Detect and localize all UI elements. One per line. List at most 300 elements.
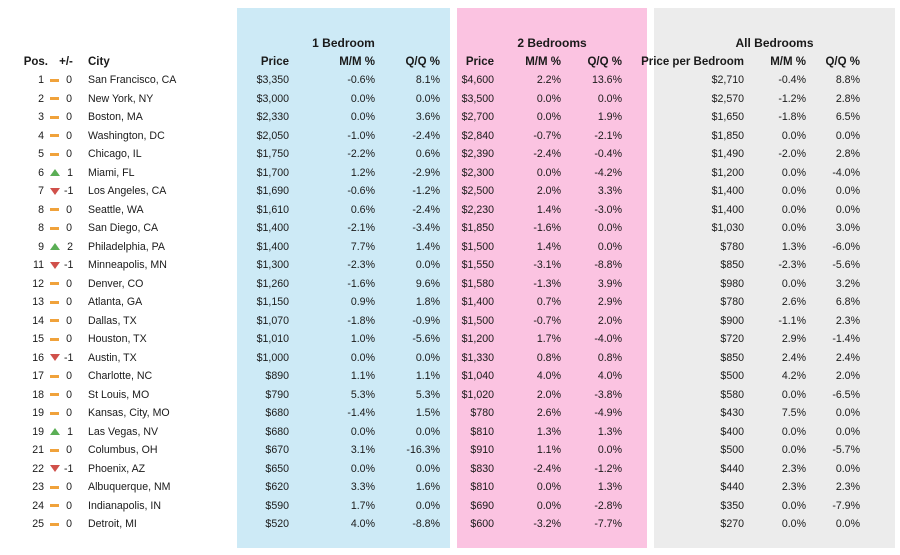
mm-2br-cell: 0.0%: [536, 499, 561, 512]
price-2br-cell: $3,500: [461, 92, 494, 105]
qq-all-cell: 0.0%: [835, 129, 860, 142]
rank-cell: 12: [32, 277, 44, 290]
qq-all-cell: 8.8%: [835, 74, 860, 87]
change-value: -1: [64, 351, 74, 364]
change-value: 0: [66, 129, 72, 142]
qq-all-cell: -6.0%: [832, 240, 860, 253]
rank-cell: 25: [32, 518, 44, 531]
mm-1br-cell: 0.0%: [350, 425, 375, 438]
rank-cell: 7: [38, 185, 44, 198]
change-cell: [48, 275, 84, 294]
group-title-all-bedrooms: All Bedrooms: [735, 36, 814, 50]
qq-2br-cell: 3.3%: [597, 185, 622, 198]
qq-all-cell: 0.0%: [835, 407, 860, 420]
trend-down-icon: [50, 262, 60, 269]
mm-all-cell: 4.2%: [781, 370, 806, 383]
price-2br-cell: $1,200: [461, 333, 494, 346]
change-cell: [48, 460, 84, 479]
rank-cell: 23: [32, 481, 44, 494]
qq-all-cell: 6.8%: [835, 296, 860, 309]
change-value: 0: [66, 314, 72, 327]
mm-all-cell: 2.3%: [781, 481, 806, 494]
qq-1br-cell: 1.4%: [415, 240, 440, 253]
mm-2br-cell: -1.6%: [533, 222, 561, 235]
qq-1br-cell: -2.4%: [412, 129, 440, 142]
qq-1br-cell: -2.9%: [412, 166, 440, 179]
header-2br-price: Price: [465, 56, 494, 68]
mm-all-cell: 1.3%: [781, 240, 806, 253]
city-cell: New York, NY: [88, 92, 154, 105]
change-cell: [48, 256, 84, 275]
city-cell: Atlanta, GA: [88, 296, 143, 309]
mm-all-cell: 2.3%: [781, 462, 806, 475]
qq-1br-cell: -1.2%: [412, 185, 440, 198]
change-cell: [48, 293, 84, 312]
price-2br-cell: $2,500: [461, 185, 494, 198]
qq-1br-cell: 0.0%: [415, 92, 440, 105]
mm-1br-cell: 3.1%: [350, 444, 375, 457]
price-2br-cell: $1,500: [461, 240, 494, 253]
qq-all-cell: 2.3%: [835, 314, 860, 327]
mm-1br-cell: 7.7%: [350, 240, 375, 253]
mm-all-cell: 0.0%: [781, 185, 806, 198]
change-cell: [48, 201, 84, 220]
mm-1br-cell: 1.2%: [350, 166, 375, 179]
table-row: [0, 108, 860, 127]
mm-2br-cell: 4.0%: [536, 370, 561, 383]
city-cell: St Louis, MO: [88, 388, 150, 401]
header-2br-mm: M/M %: [525, 56, 561, 68]
mm-2br-cell: 0.0%: [536, 481, 561, 494]
table-row: [0, 219, 860, 238]
qq-1br-cell: 3.6%: [415, 111, 440, 124]
price-2br-cell: $910: [470, 444, 494, 457]
qq-1br-cell: 8.1%: [415, 74, 440, 87]
mm-2br-cell: 1.3%: [536, 425, 561, 438]
price-1br-cell: $1,690: [256, 185, 289, 198]
city-cell: Indianapolis, IN: [88, 499, 162, 512]
group-title-2-bedrooms: 2 Bedrooms: [517, 36, 587, 50]
qq-all-cell: 3.0%: [835, 222, 860, 235]
qq-all-cell: -6.5%: [832, 388, 860, 401]
header-all-qq: Q/Q %: [825, 56, 860, 68]
city-cell: Washington, DC: [88, 129, 165, 142]
trend-flat-icon: [50, 523, 59, 526]
change-cell: [48, 127, 84, 146]
price-per-bedroom-cell: $440: [720, 462, 744, 475]
change-value: 0: [66, 499, 72, 512]
change-cell: [48, 145, 84, 164]
table-row: [0, 145, 860, 164]
table-row: [0, 386, 860, 405]
mm-1br-cell: -0.6%: [347, 185, 375, 198]
rank-cell: 19: [32, 407, 44, 420]
price-1br-cell: $1,150: [256, 296, 289, 309]
price-per-bedroom-cell: $440: [720, 481, 744, 494]
mm-all-cell: 0.0%: [781, 388, 806, 401]
city-cell: Phoenix, AZ: [88, 462, 146, 475]
trend-flat-icon: [50, 134, 59, 137]
qq-2br-cell: 0.0%: [597, 444, 622, 457]
price-2br-cell: $4,600: [461, 74, 494, 87]
qq-all-cell: -7.9%: [832, 499, 860, 512]
price-2br-cell: $1,500: [461, 314, 494, 327]
mm-2br-cell: -3.1%: [533, 259, 561, 272]
change-value: 0: [66, 407, 72, 420]
qq-2br-cell: -4.2%: [594, 166, 622, 179]
rank-cell: 9: [38, 240, 44, 253]
qq-1br-cell: 1.5%: [415, 407, 440, 420]
change-cell: [48, 71, 84, 90]
table-row: [0, 423, 860, 442]
header-2br-qq: Q/Q %: [587, 56, 622, 68]
mm-1br-cell: 4.0%: [350, 518, 375, 531]
change-cell: [48, 330, 84, 349]
change-value: 0: [66, 388, 72, 401]
table-row: [0, 349, 860, 368]
qq-all-cell: 0.0%: [835, 425, 860, 438]
qq-2br-cell: 0.0%: [597, 240, 622, 253]
rank-cell: 13: [32, 296, 44, 309]
mm-2br-cell: -2.4%: [533, 462, 561, 475]
mm-all-cell: 0.0%: [781, 129, 806, 142]
qq-all-cell: 2.3%: [835, 481, 860, 494]
qq-all-cell: 0.0%: [835, 185, 860, 198]
price-per-bedroom-cell: $1,030: [711, 222, 744, 235]
price-per-bedroom-cell: $350: [720, 499, 744, 512]
trend-flat-icon: [50, 301, 59, 304]
price-1br-cell: $2,330: [256, 111, 289, 124]
mm-1br-cell: -1.6%: [347, 277, 375, 290]
mm-2br-cell: -3.2%: [533, 518, 561, 531]
mm-2br-cell: -1.3%: [533, 277, 561, 290]
qq-2br-cell: 0.0%: [597, 92, 622, 105]
price-1br-cell: $590: [265, 499, 289, 512]
header-all-mm: M/M %: [770, 56, 806, 68]
city-cell: Dallas, TX: [88, 314, 137, 327]
price-2br-cell: $600: [470, 518, 494, 531]
mm-all-cell: -1.8%: [778, 111, 806, 124]
change-value: 0: [66, 333, 72, 346]
mm-1br-cell: 0.6%: [350, 203, 375, 216]
table-row: [0, 127, 860, 146]
qq-all-cell: 3.2%: [835, 277, 860, 290]
trend-flat-icon: [50, 393, 59, 396]
price-1br-cell: $620: [265, 481, 289, 494]
change-cell: [48, 478, 84, 497]
header-1br-price: Price: [260, 56, 289, 68]
qq-all-cell: -5.7%: [832, 444, 860, 457]
qq-all-cell: 0.0%: [835, 203, 860, 216]
qq-1br-cell: -2.4%: [412, 203, 440, 216]
qq-1br-cell: 1.6%: [415, 481, 440, 494]
mm-1br-cell: -2.3%: [347, 259, 375, 272]
mm-all-cell: 0.0%: [781, 425, 806, 438]
mm-all-cell: -1.1%: [778, 314, 806, 327]
change-value: 0: [66, 518, 72, 531]
qq-2br-cell: 3.9%: [597, 277, 622, 290]
change-cell: [48, 515, 84, 534]
mm-all-cell: -2.3%: [778, 259, 806, 272]
change-cell: [48, 312, 84, 331]
change-cell: [48, 386, 84, 405]
table-row: [0, 497, 860, 516]
change-value: 0: [66, 481, 72, 494]
mm-1br-cell: 0.0%: [350, 462, 375, 475]
rank-cell: 16: [32, 351, 44, 364]
table-row: [0, 478, 860, 497]
rank-cell: 11: [33, 259, 44, 272]
qq-2br-cell: -1.2%: [594, 462, 622, 475]
header-1br-mm: M/M %: [339, 56, 375, 68]
qq-2br-cell: -2.8%: [594, 499, 622, 512]
qq-2br-cell: -3.0%: [594, 203, 622, 216]
mm-1br-cell: 0.0%: [350, 111, 375, 124]
change-value: 0: [66, 296, 72, 309]
qq-1br-cell: 1.1%: [415, 370, 440, 383]
mm-all-cell: -0.4%: [778, 74, 806, 87]
mm-1br-cell: 0.0%: [350, 92, 375, 105]
table-row: [0, 71, 860, 90]
table-row: [0, 182, 860, 201]
mm-2br-cell: -0.7%: [533, 314, 561, 327]
header-pos: Pos.: [23, 56, 48, 68]
price-per-bedroom-cell: $900: [720, 314, 744, 327]
table-row: [0, 515, 860, 534]
change-cell: [48, 404, 84, 423]
qq-2br-cell: -4.0%: [594, 333, 622, 346]
price-per-bedroom-cell: $850: [720, 259, 744, 272]
change-cell: [48, 367, 84, 386]
table-row: [0, 164, 860, 183]
mm-all-cell: 0.0%: [781, 222, 806, 235]
price-1br-cell: $520: [265, 518, 289, 531]
price-2br-cell: $2,300: [461, 166, 494, 179]
price-2br-cell: $1,400: [461, 296, 494, 309]
city-cell: Detroit, MI: [88, 518, 137, 531]
price-2br-cell: $2,840: [461, 129, 494, 142]
group-title-1-bedroom: 1 Bedroom: [312, 36, 375, 50]
table-row: [0, 460, 860, 479]
change-cell: [48, 238, 84, 257]
mm-1br-cell: 0.9%: [350, 296, 375, 309]
change-value: 0: [66, 444, 72, 457]
mm-2br-cell: 0.0%: [536, 111, 561, 124]
trend-flat-icon: [50, 338, 59, 341]
mm-all-cell: -2.0%: [778, 148, 806, 161]
qq-all-cell: 2.8%: [835, 92, 860, 105]
trend-down-icon: [50, 188, 60, 195]
price-per-bedroom-cell: $400: [720, 425, 744, 438]
city-cell: San Francisco, CA: [88, 74, 177, 87]
rank-cell: 15: [32, 333, 44, 346]
price-2br-cell: $690: [470, 499, 494, 512]
city-cell: Kansas, City, MO: [88, 407, 170, 420]
trend-flat-icon: [50, 319, 59, 322]
mm-2br-cell: 1.4%: [536, 240, 561, 253]
price-1br-cell: $1,000: [256, 351, 289, 364]
mm-2br-cell: 0.8%: [536, 351, 561, 364]
change-value: 0: [66, 277, 72, 290]
price-2br-cell: $1,020: [461, 388, 494, 401]
price-1br-cell: $1,070: [256, 314, 289, 327]
header-change: +/-: [59, 56, 73, 68]
trend-flat-icon: [50, 375, 59, 378]
price-2br-cell: $2,700: [461, 111, 494, 124]
price-1br-cell: $790: [265, 388, 289, 401]
rank-cell: 24: [32, 499, 44, 512]
mm-1br-cell: 3.3%: [350, 481, 375, 494]
mm-all-cell: 7.5%: [781, 407, 806, 420]
price-1br-cell: $1,610: [256, 203, 289, 216]
qq-1br-cell: 0.0%: [415, 425, 440, 438]
mm-1br-cell: -2.1%: [347, 222, 375, 235]
qq-1br-cell: -0.9%: [412, 314, 440, 327]
price-2br-cell: $1,330: [461, 351, 494, 364]
qq-2br-cell: 0.8%: [597, 351, 622, 364]
mm-2br-cell: -2.4%: [533, 148, 561, 161]
table-row: [0, 275, 860, 294]
mm-2br-cell: -0.7%: [533, 129, 561, 142]
price-2br-cell: $1,550: [461, 259, 494, 272]
trend-flat-icon: [50, 208, 59, 211]
trend-down-icon: [50, 465, 60, 472]
mm-2br-cell: 1.7%: [536, 333, 561, 346]
mm-all-cell: 0.0%: [781, 203, 806, 216]
trend-flat-icon: [50, 449, 59, 452]
trend-flat-icon: [50, 504, 59, 507]
price-per-bedroom-cell: $720: [720, 333, 744, 346]
qq-1br-cell: -8.8%: [412, 518, 440, 531]
city-cell: Charlotte, NC: [88, 370, 153, 383]
qq-1br-cell: 0.0%: [415, 462, 440, 475]
mm-1br-cell: 1.1%: [350, 370, 375, 383]
change-value: 0: [66, 370, 72, 383]
qq-1br-cell: 0.0%: [415, 351, 440, 364]
price-per-bedroom-cell: $1,400: [711, 203, 744, 216]
price-2br-cell: $2,230: [461, 203, 494, 216]
price-1br-cell: $1,010: [256, 333, 289, 346]
change-value: 0: [66, 148, 72, 161]
rank-cell: 21: [32, 444, 44, 457]
mm-1br-cell: 1.0%: [350, 333, 375, 346]
qq-all-cell: 0.0%: [835, 518, 860, 531]
mm-1br-cell: -1.4%: [347, 407, 375, 420]
mm-1br-cell: -0.6%: [347, 74, 375, 87]
change-value: 0: [66, 222, 72, 235]
trend-flat-icon: [50, 282, 59, 285]
price-1br-cell: $2,050: [256, 129, 289, 142]
mm-all-cell: 0.0%: [781, 518, 806, 531]
mm-1br-cell: 0.0%: [350, 351, 375, 364]
qq-2br-cell: 13.6%: [591, 74, 622, 87]
trend-flat-icon: [50, 116, 59, 119]
table-row: [0, 256, 860, 275]
price-1br-cell: $3,350: [256, 74, 289, 87]
price-2br-cell: $780: [470, 407, 494, 420]
price-1br-cell: $1,700: [256, 166, 289, 179]
qq-all-cell: 2.4%: [835, 351, 860, 364]
price-2br-cell: $810: [470, 481, 494, 494]
change-cell: [48, 90, 84, 109]
price-1br-cell: $670: [265, 444, 289, 457]
qq-2br-cell: 1.3%: [597, 425, 622, 438]
mm-2br-cell: 0.7%: [536, 296, 561, 309]
change-cell: [48, 182, 84, 201]
change-cell: [48, 441, 84, 460]
city-cell: Albuquerque, NM: [88, 481, 171, 494]
mm-all-cell: 0.0%: [781, 277, 806, 290]
header-row: [0, 53, 860, 71]
mm-1br-cell: -2.2%: [347, 148, 375, 161]
price-2br-cell: $810: [470, 425, 494, 438]
rank-cell: 14: [32, 314, 44, 327]
mm-all-cell: -1.2%: [778, 92, 806, 105]
price-per-bedroom-cell: $430: [720, 407, 744, 420]
qq-1br-cell: 5.3%: [415, 388, 440, 401]
trend-flat-icon: [50, 227, 59, 230]
mm-2br-cell: 1.4%: [536, 203, 561, 216]
table-row: [0, 330, 860, 349]
table-row: [0, 238, 860, 257]
qq-2br-cell: 4.0%: [597, 370, 622, 383]
city-cell: San Diego, CA: [88, 222, 159, 235]
change-cell: [48, 349, 84, 368]
mm-2br-cell: 0.0%: [536, 166, 561, 179]
qq-1br-cell: -16.3%: [406, 444, 440, 457]
qq-2br-cell: 1.3%: [597, 481, 622, 494]
change-value: 0: [66, 111, 72, 124]
mm-all-cell: 2.6%: [781, 296, 806, 309]
price-per-bedroom-cell: $780: [720, 240, 744, 253]
city-cell: Chicago, IL: [88, 148, 142, 161]
qq-2br-cell: -4.9%: [594, 407, 622, 420]
trend-up-icon: [50, 428, 60, 435]
qq-all-cell: -4.0%: [832, 166, 860, 179]
header-1br-qq: Q/Q %: [405, 56, 440, 68]
price-per-bedroom-cell: $1,490: [711, 148, 744, 161]
change-value: -1: [64, 259, 74, 272]
trend-down-icon: [50, 354, 60, 361]
qq-1br-cell: 0.0%: [415, 499, 440, 512]
qq-all-cell: -5.6%: [832, 259, 860, 272]
price-1br-cell: $650: [265, 462, 289, 475]
price-1br-cell: $1,400: [256, 222, 289, 235]
price-1br-cell: $1,260: [256, 277, 289, 290]
qq-2br-cell: 1.9%: [597, 111, 622, 124]
change-cell: [48, 497, 84, 516]
rank-cell: 3: [38, 111, 44, 124]
qq-2br-cell: -8.8%: [594, 259, 622, 272]
change-value: 0: [66, 74, 72, 87]
price-1br-cell: $890: [265, 370, 289, 383]
mm-1br-cell: -1.0%: [347, 129, 375, 142]
qq-all-cell: -1.4%: [832, 333, 860, 346]
table-row: [0, 404, 860, 423]
price-per-bedroom-cell: $580: [720, 388, 744, 401]
price-per-bedroom-cell: $500: [720, 444, 744, 457]
rank-cell: 18: [32, 388, 44, 401]
mm-1br-cell: 5.3%: [350, 388, 375, 401]
table-row: [0, 201, 860, 220]
trend-flat-icon: [50, 486, 59, 489]
city-cell: Austin, TX: [88, 351, 137, 364]
mm-all-cell: 0.0%: [781, 444, 806, 457]
qq-2br-cell: -2.1%: [594, 129, 622, 142]
price-per-bedroom-cell: $780: [720, 296, 744, 309]
rank-cell: 8: [38, 222, 44, 235]
price-2br-cell: $1,580: [461, 277, 494, 290]
